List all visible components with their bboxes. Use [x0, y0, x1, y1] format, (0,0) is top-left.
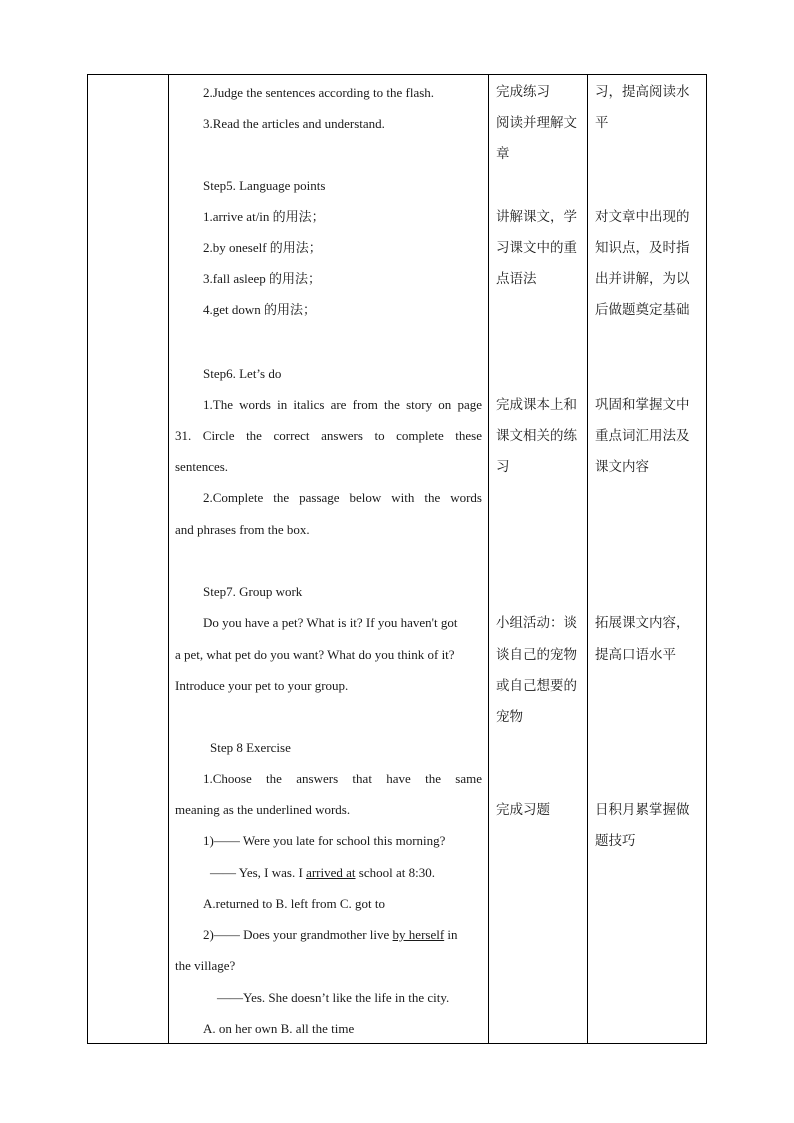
activity-line: and phrases from the box.: [175, 522, 310, 537]
exercise-options: A. on her own B. all the time: [203, 1021, 355, 1036]
student-line: 习课文中的重: [496, 240, 577, 256]
purpose-line: 拓展课文内容，: [595, 615, 690, 631]
student-line: 谈自己的宠物: [496, 647, 577, 663]
student-line: 章: [496, 146, 510, 162]
activity-column: [169, 75, 488, 1043]
activity-line: Introduce your pet to your group.: [175, 678, 349, 693]
student-line: 小组活动：谈: [496, 615, 577, 631]
purpose-line: 习，提高阅读水: [595, 84, 690, 100]
step6-heading: Step6. Let’s do: [203, 366, 282, 381]
student-line: 点语法: [496, 271, 537, 287]
activity-line: meaning as the underlined words.: [175, 802, 351, 817]
activity-line: 2.Judge the sentences according to the flash.: [203, 85, 435, 100]
student-line: 课文相关的练: [496, 428, 577, 444]
activity-line: 2.by oneself 的用法；: [203, 240, 322, 255]
student-line: 讲解课文，学: [496, 209, 577, 225]
purpose-line: 平: [595, 115, 609, 131]
activity-line: 3.fall asleep 的用法；: [203, 271, 322, 286]
activity-line: 1.The words in italics are from the story on page: [203, 397, 482, 412]
purpose-line: 提高口语水平: [595, 647, 676, 663]
question-text: in: [444, 927, 458, 942]
purpose-line: 日积月累掌握做: [595, 802, 690, 818]
student-line: 完成习题: [496, 802, 550, 818]
activity-line: 2.Complete the passage below with the words: [203, 490, 482, 505]
activity-line: 31. Circle the correct answers to complete these: [175, 428, 482, 443]
step8-heading: Step 8 Exercise: [210, 740, 291, 755]
step5-heading: Step5. Language points: [203, 178, 326, 193]
exercise-question: 1)—— Were you late for school this morning?: [203, 833, 446, 848]
answer-text: school at 8:30.: [355, 865, 435, 880]
question-text: 2)—— Does your grandmother live: [203, 927, 393, 942]
purpose-line: 重点词汇用法及: [595, 428, 690, 444]
activity-line: 1.arrive at/in 的用法；: [203, 209, 325, 224]
purpose-line: 后做题奠定基础: [595, 302, 690, 318]
exercise-options: A.returned to B. left from C. got to: [203, 896, 385, 911]
activity-line: 4.get down 的用法；: [203, 302, 317, 317]
activity-line: sentences.: [175, 459, 229, 474]
step7-heading: Step7. Group work: [203, 584, 303, 599]
purpose-line: 知识点，及时指: [595, 240, 690, 256]
purpose-line: 课文内容: [595, 459, 649, 475]
student-line: 阅读并理解文: [496, 115, 577, 131]
activity-line: 3.Read the articles and understand.: [203, 116, 385, 131]
answer-text: —— Yes, I was. I: [210, 865, 307, 880]
underlined-phrase: by herself: [392, 927, 445, 942]
activity-line: a pet, what pet do you want? What do you think of it?: [175, 647, 455, 662]
underlined-phrase: arrived at: [306, 865, 356, 880]
student-line: 宠物: [496, 709, 523, 725]
purpose-line: 题技巧: [595, 833, 636, 849]
exercise-question: the village?: [175, 958, 236, 973]
purpose-line: 出并讲解，为以: [595, 271, 690, 287]
student-line: 或自己想要的: [496, 678, 577, 694]
lesson-plan-table: [87, 74, 707, 1044]
activity-line: Do you have a pet? What is it? If you haven't got: [203, 615, 458, 630]
student-line: 完成课本上和: [496, 397, 577, 413]
design-purpose-column: [588, 75, 707, 1043]
student-line: 完成练习: [496, 84, 550, 100]
student-line: 习: [496, 459, 510, 475]
purpose-line: 对文章中出现的: [595, 209, 690, 225]
purpose-line: 巩固和掌握文中: [595, 397, 690, 413]
activity-line: 1.Choose the answers that have the same: [203, 771, 482, 786]
exercise-answer: ——Yes. She doesn’t like the life in the city.: [217, 990, 450, 1005]
exercise-answer: [175, 865, 482, 881]
exercise-question: [175, 927, 482, 943]
student-activity-column: [489, 75, 587, 1043]
